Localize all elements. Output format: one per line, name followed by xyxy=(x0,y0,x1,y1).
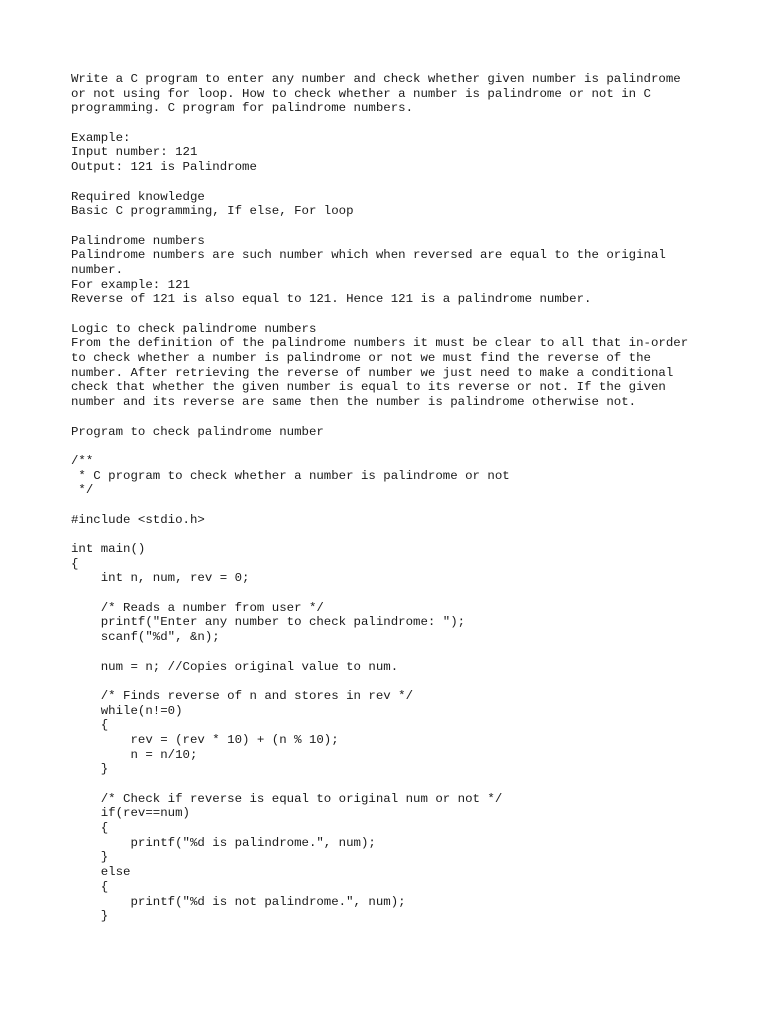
document-line: rev = (rev * 10) + (n % 10); xyxy=(71,732,339,747)
document-line xyxy=(71,175,761,190)
document-line: if(rev==num) xyxy=(71,806,190,821)
document-line: Palindrome numbers xyxy=(71,233,205,248)
document-line: to check whether a number is palindrome or not we must find the reverse of the xyxy=(71,351,651,366)
document-line: check that whether the given number is equal to its reverse or not. If the given xyxy=(71,380,666,395)
document-line: number and its reverse are same then the number is palindrome otherwise not. xyxy=(71,395,637,410)
document-line: Logic to check palindrome numbers xyxy=(71,321,317,336)
document-line: Input number: 121 xyxy=(71,145,198,160)
document-line: Basic C programming, If else, For loop xyxy=(71,204,354,219)
document-line: printf("%d is palindrome.", num); xyxy=(71,835,376,850)
document-line: Required knowledge xyxy=(71,189,205,204)
document-line: Output: 121 is Palindrome xyxy=(71,160,257,175)
document-line: /* Reads a number from user */ xyxy=(71,600,324,615)
document-line: } xyxy=(71,850,109,865)
document-line: } xyxy=(71,909,109,924)
document-line xyxy=(71,527,761,542)
document-line: number. After retrieving the reverse of number we just need to make a conditional xyxy=(71,365,674,380)
document-line: Palindrome numbers are such number which when reversed are equal to the original xyxy=(71,248,666,263)
document-line: else xyxy=(71,865,131,880)
document-line xyxy=(71,777,761,792)
document-line: int main() xyxy=(71,542,146,556)
document-line: { xyxy=(71,821,109,836)
document-line: For example: 121 xyxy=(71,277,190,292)
document-line xyxy=(71,586,761,601)
document-line: Write a C program to enter any number and check whether given number is palindrome xyxy=(71,72,681,86)
document-line xyxy=(71,439,761,454)
document-line: programming. C program for palindrome numbers. xyxy=(71,101,414,116)
document-line: /** xyxy=(71,453,94,468)
document-line: } xyxy=(71,762,109,777)
document-line: printf("%d is not palindrome.", num); xyxy=(71,894,406,909)
document-line: { xyxy=(71,718,109,733)
document-line: while(n!=0) xyxy=(71,703,183,718)
document-line: */ xyxy=(71,483,94,498)
document-line: or not using for loop. How to check whether a number is palindrome or not in C xyxy=(71,86,651,101)
document-line: /* Finds reverse of n and stores in rev */ xyxy=(71,688,414,703)
document-line: Example: xyxy=(71,130,131,145)
document-line: number. xyxy=(71,262,124,277)
document-line: /* Check if reverse is equal to original num or not */ xyxy=(71,791,503,806)
document-line xyxy=(71,219,761,234)
document-line xyxy=(71,410,761,425)
document-line: * C program to check whether a number is palindrome or not xyxy=(71,468,510,483)
document-line: num = n; //Copies original value to num. xyxy=(71,659,399,674)
document-line xyxy=(71,307,761,322)
document-line: From the definition of the palindrome numbers it must be clear to all that in-order xyxy=(71,336,689,351)
document-line: Reverse of 121 is also equal to 121. Hence 121 is a palindrome number. xyxy=(71,292,592,307)
document-line xyxy=(71,645,761,660)
document-line: int n, num, rev = 0; xyxy=(71,571,250,586)
document-line xyxy=(71,674,761,689)
document-line: { xyxy=(71,879,109,894)
document-line: printf("Enter any number to check palindrome: "); xyxy=(71,615,466,630)
document-body xyxy=(71,72,761,924)
document-line: { xyxy=(71,556,79,571)
document-line: Program to check palindrome number xyxy=(71,424,324,439)
document-line: #include <stdio.h> xyxy=(71,512,205,527)
document-line xyxy=(71,116,761,131)
document-line: n = n/10; xyxy=(71,747,198,762)
document-line xyxy=(71,498,761,513)
document-line: scanf("%d", &n); xyxy=(71,630,220,645)
